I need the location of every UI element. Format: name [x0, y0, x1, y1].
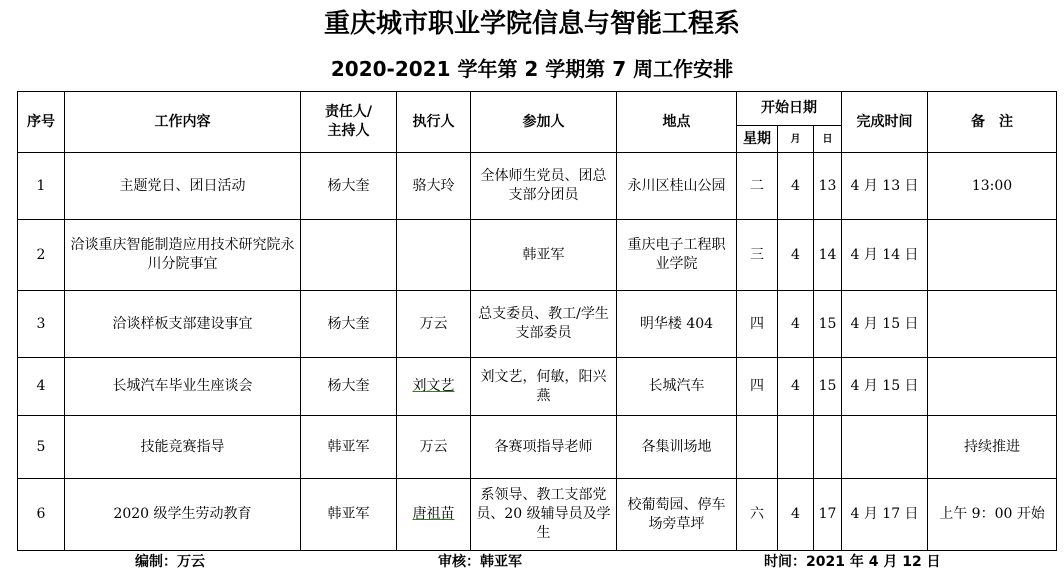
header-owner-line2: 主持人	[327, 123, 370, 139]
row-content: 洽谈重庆智能制造应用技术研究院永川分院事宜	[65, 220, 301, 291]
row-finish: 4 月 17 日	[842, 479, 928, 551]
footer-reviewer	[438, 552, 522, 572]
row-day	[814, 416, 842, 479]
footer-editor-value: 万云	[177, 554, 205, 570]
row-month: 4	[778, 358, 814, 416]
footer-date-value: 2021 年 4 月 12 日	[806, 554, 941, 570]
schedule-table	[17, 91, 1057, 551]
footer-editor-label: 编制：	[135, 554, 177, 570]
row-weekday: 四	[737, 358, 778, 416]
row-owner: 杨大奎	[301, 153, 397, 220]
table-row	[18, 416, 1057, 479]
row-content: 技能竞赛指导	[65, 416, 301, 479]
row-no: 2	[18, 220, 65, 291]
row-remark: 上午 9：00 开始	[928, 479, 1057, 551]
header-location: 地点	[617, 92, 737, 153]
row-content: 2020 级学生劳动教育	[65, 479, 301, 551]
row-owner: 杨大奎	[301, 358, 397, 416]
row-weekday: 二	[737, 153, 778, 220]
row-day: 15	[814, 291, 842, 358]
header-executor: 执行人	[397, 92, 471, 153]
row-location: 各集训场地	[617, 416, 737, 479]
row-executor: 万云	[397, 416, 471, 479]
row-content: 洽谈样板支部建设事宜	[65, 291, 301, 358]
row-weekday: 三	[737, 220, 778, 291]
header-month: 月	[778, 126, 814, 153]
row-participants: 系领导、教工支部党员、20 级辅导员及学生	[471, 479, 617, 551]
row-month: 4	[778, 291, 814, 358]
row-owner	[301, 220, 397, 291]
row-weekday: 四	[737, 291, 778, 358]
row-no: 3	[18, 291, 65, 358]
row-remark	[928, 358, 1057, 416]
row-weekday	[737, 416, 778, 479]
row-location: 永川区桂山公园	[617, 153, 737, 220]
row-executor: 刘文艺	[397, 358, 471, 416]
row-executor: 骆大玲	[397, 153, 471, 220]
row-day: 14	[814, 220, 842, 291]
row-location: 长城汽车	[617, 358, 737, 416]
row-remark: 13:00	[928, 153, 1057, 220]
row-participants: 刘文艺，何敏，阳兴燕	[471, 358, 617, 416]
row-participants: 全体师生党员、团总支部分团员	[471, 153, 617, 220]
row-remark	[928, 291, 1057, 358]
row-executor: 唐祖苗	[397, 479, 471, 551]
row-participants: 韩亚军	[471, 220, 617, 291]
table-row	[18, 220, 1057, 291]
row-month: 4	[778, 153, 814, 220]
row-no: 6	[18, 479, 65, 551]
row-no: 1	[18, 153, 65, 220]
header-owner	[301, 92, 397, 153]
row-weekday: 六	[737, 479, 778, 551]
header-participants: 参加人	[471, 92, 617, 153]
row-content: 长城汽车毕业生座谈会	[65, 358, 301, 416]
row-finish: 4 月 15 日	[842, 291, 928, 358]
footer-editor	[135, 552, 205, 572]
row-executor: 万云	[397, 291, 471, 358]
row-month: 4	[778, 479, 814, 551]
row-month: 4	[778, 220, 814, 291]
footer-reviewer-value: 韩亚军	[480, 554, 522, 570]
header-finish: 完成时间	[842, 92, 928, 153]
header-weekday: 星期	[737, 126, 778, 153]
header-start-date: 开始日期	[737, 92, 842, 126]
row-owner: 杨大奎	[301, 291, 397, 358]
row-day: 15	[814, 358, 842, 416]
row-location: 校葡萄园、停车场旁草坪	[617, 479, 737, 551]
row-finish: 4 月 14 日	[842, 220, 928, 291]
header-no: 序号	[18, 92, 65, 153]
row-participants: 总支委员、教工/学生支部委员	[471, 291, 617, 358]
table-row	[18, 291, 1057, 358]
row-finish: 4 月 13 日	[842, 153, 928, 220]
page-subtitle: 2020-2021 学年第 2 学期第 7 周工作安排	[330, 57, 734, 81]
page-title: 重庆城市职业学院信息与智能工程系	[323, 9, 740, 39]
footer-reviewer-label: 审核：	[438, 554, 480, 570]
header-remark: 备 注	[928, 92, 1057, 153]
table-row	[18, 358, 1057, 416]
row-finish: 4 月 15 日	[842, 358, 928, 416]
row-no: 5	[18, 416, 65, 479]
row-no: 4	[18, 358, 65, 416]
header-content: 工作内容	[65, 92, 301, 153]
row-content: 主题党日、团日活动	[65, 153, 301, 220]
row-participants: 各赛项指导老师	[471, 416, 617, 479]
footer-date-label: 时间：	[764, 554, 806, 570]
row-location: 重庆电子工程职业学院	[617, 220, 737, 291]
row-finish	[842, 416, 928, 479]
header-day: 日	[814, 126, 842, 153]
row-executor	[397, 220, 471, 291]
table-row	[18, 479, 1057, 551]
row-remark: 持续推进	[928, 416, 1057, 479]
row-location: 明华楼 404	[617, 291, 737, 358]
header-owner-line1: 责任人/	[324, 104, 373, 120]
footer-date	[764, 552, 941, 572]
table-row	[18, 153, 1057, 220]
row-owner: 韩亚军	[301, 416, 397, 479]
row-owner: 韩亚军	[301, 479, 397, 551]
row-month	[778, 416, 814, 479]
row-remark	[928, 220, 1057, 291]
row-day: 17	[814, 479, 842, 551]
row-day: 13	[814, 153, 842, 220]
